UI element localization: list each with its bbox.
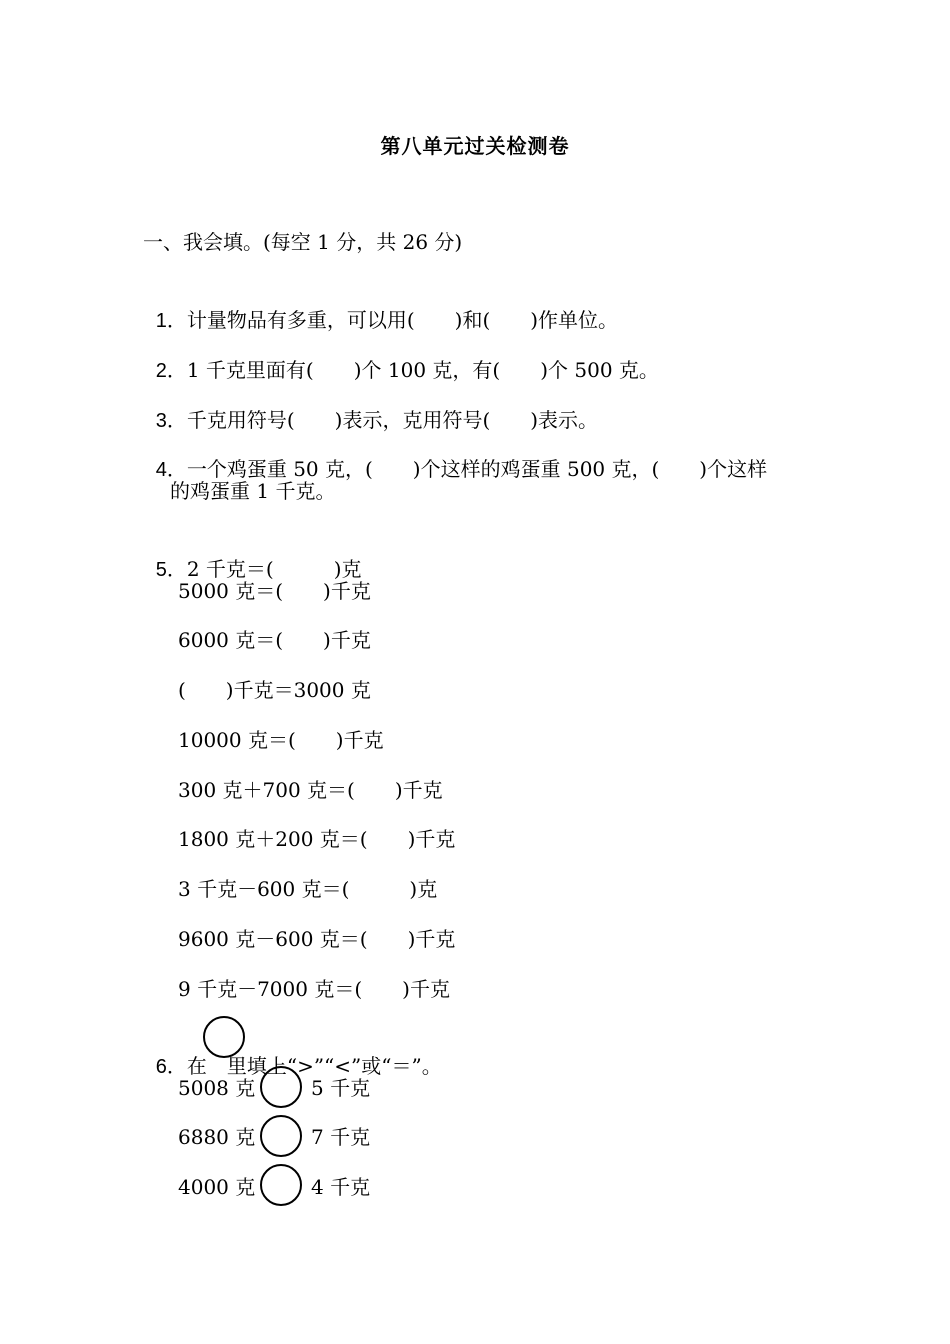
inline-circle-icon <box>203 1016 245 1058</box>
conversion-item: 9 千克－7000 克＝( )千克 <box>178 977 450 1001</box>
section-heading: 一、我会填。(每空 1 分，共 26 分) <box>143 230 463 254</box>
compare-circle-blank[interactable] <box>260 1164 302 1206</box>
compare-circle-blank[interactable] <box>260 1066 302 1108</box>
question-number: 3． <box>155 410 187 432</box>
question-text: 1 千克里面有( )个 100 克，有( )个 500 克。 <box>186 358 659 382</box>
question-4-continued: 的鸡蛋重 1 千克。 <box>170 479 336 503</box>
question-number: 4． <box>155 459 187 481</box>
compare-right: 7 千克 <box>311 1125 371 1149</box>
conversion-item: 9600 克－600 克＝( )千克 <box>178 927 456 951</box>
conversion-item: 6000 克＝( )千克 <box>178 628 371 652</box>
compare-right: 4 千克 <box>311 1175 371 1199</box>
compare-circle-blank[interactable] <box>260 1115 302 1157</box>
question-1 <box>143 278 618 335</box>
compare-left: 4000 克 <box>178 1175 256 1199</box>
compare-right: 5 千克 <box>311 1076 371 1100</box>
question-5 <box>143 527 362 584</box>
question-text: 计量物品有多重，可以用( )和( )作单位。 <box>186 308 619 332</box>
compare-left: 5008 克 <box>178 1076 256 1100</box>
question-text: 千克用符号( )表示，克用符号( )表示。 <box>186 408 599 432</box>
conversion-item: 5000 克＝( )千克 <box>178 579 371 603</box>
page-title: 第八单元过关检测卷 <box>380 134 570 158</box>
question-text: 在 里填上“>”“<”或“＝”。 <box>186 1054 442 1078</box>
question-number: 5． <box>155 559 187 581</box>
question-text: 一个鸡蛋重 50 克，( )个这样的鸡蛋重 500 克，( )个这样 <box>186 457 768 481</box>
conversion-item: 2 千克＝( )克 <box>186 557 362 581</box>
conversion-item: 1800 克＋200 克＝( )千克 <box>178 827 456 851</box>
question-number: 2． <box>155 360 187 382</box>
question-number: 6． <box>155 1056 187 1078</box>
question-number: 1． <box>155 310 187 332</box>
question-4 <box>143 427 767 484</box>
compare-left: 6880 克 <box>178 1125 256 1149</box>
conversion-item: 3 千克－600 克＝( )克 <box>178 877 438 901</box>
conversion-item: 10000 克＝( )千克 <box>178 728 384 752</box>
conversion-item: ( )千克＝3000 克 <box>178 678 371 702</box>
question-2 <box>143 328 659 385</box>
conversion-item: 300 克＋700 克＝( )千克 <box>178 778 443 802</box>
